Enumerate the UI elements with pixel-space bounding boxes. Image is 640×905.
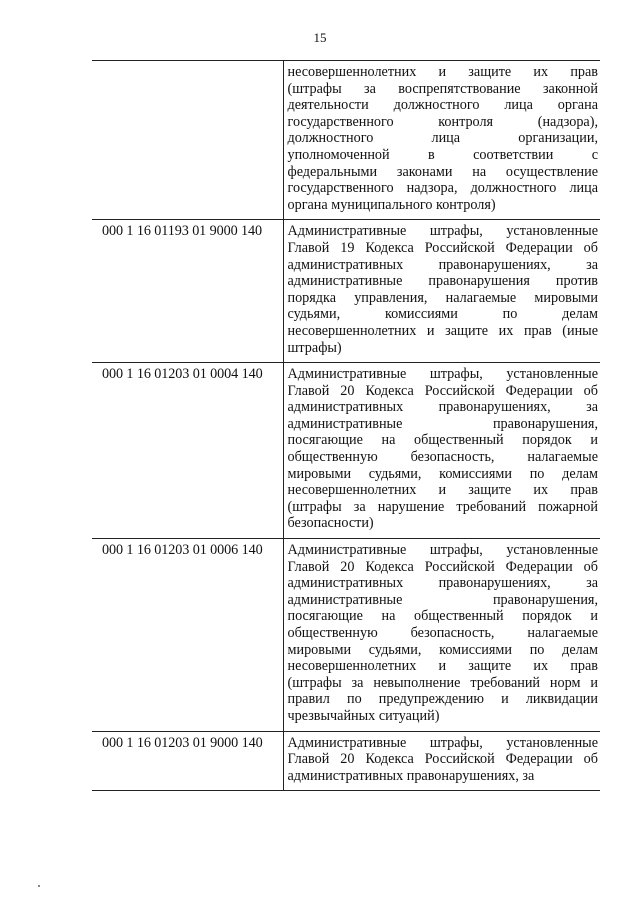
description-line: государственного контроля (надзора), bbox=[287, 113, 598, 130]
description-line: несовершеннолетних и защите их прав bbox=[287, 658, 598, 675]
table-row bbox=[92, 731, 600, 791]
income-description bbox=[283, 220, 600, 363]
table-row bbox=[92, 61, 600, 220]
description-line: правил по предупреждению и ликвидации bbox=[287, 691, 598, 708]
description-line: административных правонарушениях, за bbox=[287, 256, 598, 273]
description-line: мировыми судьями, комиссиями по делам bbox=[287, 641, 598, 658]
scan-speck bbox=[38, 885, 40, 887]
description-line: административных правонарушениях, за bbox=[287, 575, 598, 592]
description-line: федеральными законами на осуществление bbox=[287, 163, 598, 180]
description-line: судьями, комиссиями по делам bbox=[287, 306, 598, 323]
budget-classification-table bbox=[92, 60, 600, 791]
description-line: Административные штрафы, установленные bbox=[287, 223, 598, 240]
income-description bbox=[283, 363, 600, 539]
income-description bbox=[283, 731, 600, 791]
description-line: посягающие на общественный порядок и bbox=[287, 608, 598, 625]
description-line: Главой 20 Кодекса Российской Федерации об bbox=[287, 382, 598, 399]
description-line: органа муниципального контроля) bbox=[287, 196, 496, 213]
description-line: посягающие на общественный порядок и bbox=[287, 432, 598, 449]
description-line: государственного надзора, должностного лица bbox=[287, 180, 598, 197]
description-line: Главой 20 Кодекса Российской Федерации об bbox=[287, 558, 598, 575]
description-line: административные правонарушения, bbox=[287, 591, 598, 608]
description-line: административных правонарушениях, за bbox=[287, 399, 598, 416]
classification-code: 000 1 16 01203 01 9000 140 bbox=[92, 731, 283, 791]
classification-code: 000 1 16 01203 01 0006 140 bbox=[92, 539, 283, 732]
income-description bbox=[283, 61, 600, 220]
description-line: деятельности должностного лица органа bbox=[287, 97, 598, 114]
description-line: административные правонарушения против bbox=[287, 273, 598, 290]
description-line: уполномоченной в соответствии с bbox=[287, 146, 598, 163]
description-line: (штрафы за нарушение требований пожарной bbox=[287, 498, 598, 515]
classification-code: 000 1 16 01203 01 0004 140 bbox=[92, 363, 283, 539]
description-line: административных правонарушениях, за bbox=[287, 767, 535, 784]
description-line: порядка управления, налагаемые мировыми bbox=[287, 289, 598, 306]
page-number: 15 bbox=[313, 30, 327, 45]
description-line: несовершеннолетних и защите их прав bbox=[287, 64, 598, 80]
description-line: (штрафы за невыполнение требований норм и bbox=[287, 674, 598, 691]
description-line: несовершеннолетних и защите их прав bbox=[287, 482, 598, 499]
table-row bbox=[92, 363, 600, 539]
description-line: (штрафы за воспрепятствование законной bbox=[287, 80, 598, 97]
description-line: несовершеннолетних и защите их прав (иные bbox=[287, 322, 598, 339]
description-line: Административные штрафы, установленные bbox=[287, 366, 598, 383]
description-line: чрезвычайных ситуаций) bbox=[287, 707, 440, 724]
table-body bbox=[92, 61, 600, 791]
description-line: мировыми судьями, комиссиями по делам bbox=[287, 465, 598, 482]
classification-code bbox=[92, 61, 283, 220]
table-row bbox=[92, 220, 600, 363]
description-line: штрафы) bbox=[287, 339, 342, 356]
description-line: Главой 19 Кодекса Российской Федерации об bbox=[287, 239, 598, 256]
classification-code: 000 1 16 01193 01 9000 140 bbox=[92, 220, 283, 363]
description-line: общественную безопасность, налагаемые bbox=[287, 625, 598, 641]
description-line: должностного лица организации, bbox=[287, 130, 598, 147]
description-line: безопасности) bbox=[287, 515, 374, 532]
description-line: Главой 20 Кодекса Российской Федерации об bbox=[287, 751, 598, 768]
description-line: Административные штрафы, установленные bbox=[287, 542, 598, 559]
description-line: общественную безопасность, налагаемые bbox=[287, 449, 598, 466]
table-row bbox=[92, 539, 600, 732]
description-line: административные правонарушения, bbox=[287, 415, 598, 432]
description-line: Административные штрафы, установленные bbox=[287, 734, 598, 751]
income-description bbox=[283, 539, 600, 732]
